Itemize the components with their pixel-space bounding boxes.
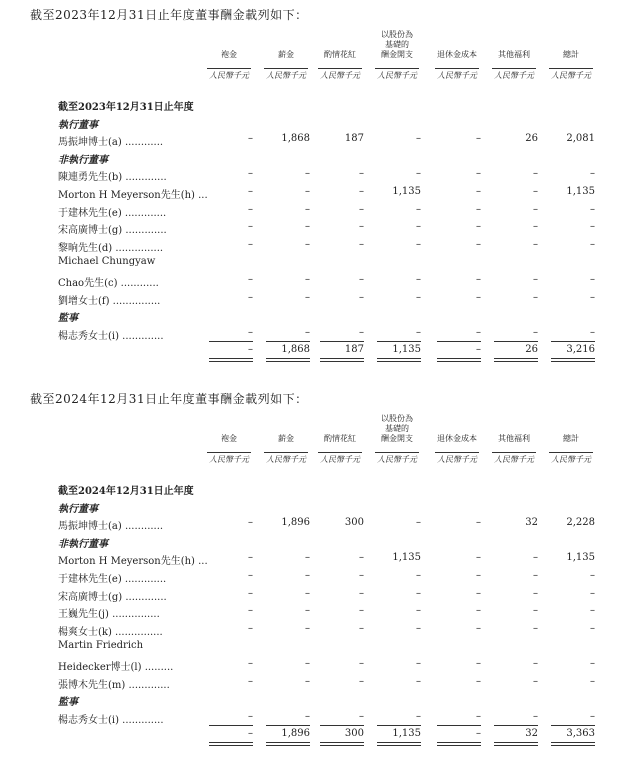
value-cell: –	[476, 517, 481, 529]
value-cell: –	[533, 291, 538, 303]
value-cell: –	[476, 221, 481, 233]
value-cell: –	[590, 221, 595, 233]
value-cell: –	[416, 291, 421, 303]
table-row	[0, 603, 640, 620]
table-row	[0, 166, 640, 183]
director-name: 劉增女士(f) ...............	[58, 295, 161, 307]
value-cell: 1,135	[566, 552, 595, 564]
value-cell: –	[590, 675, 595, 687]
director-name: Heidecker博士(l) .........	[58, 662, 174, 673]
value-cell: 32	[525, 728, 538, 740]
category-heading: 執行董事	[58, 119, 98, 131]
value-cell: –	[416, 238, 421, 250]
column-underline	[318, 68, 362, 69]
value-cell: –	[248, 605, 253, 617]
total-rule-double	[320, 358, 364, 359]
column-underline	[264, 68, 308, 69]
value-cell: –	[359, 274, 364, 285]
category-heading: 非執行董事	[58, 154, 108, 166]
table-row	[0, 290, 640, 307]
value-cell: –	[359, 658, 364, 669]
column-underline	[549, 452, 593, 453]
column-header: 袍金	[221, 434, 237, 443]
value-cell: 3,216	[566, 344, 595, 356]
total-rule-double	[494, 742, 538, 743]
value-cell: 187	[344, 344, 364, 356]
director-name: 于建林先生(e) .............	[58, 207, 167, 219]
table-row	[0, 219, 640, 236]
value-cell: –	[476, 622, 481, 634]
director-name: 楊志秀女士(i) .............	[58, 330, 164, 342]
value-cell: –	[590, 203, 595, 215]
column-unit: 人民幣千元	[494, 455, 534, 464]
value-cell: 2,081	[566, 133, 595, 145]
total-rule-double	[551, 742, 595, 743]
column-unit: 人民幣千元	[209, 71, 249, 80]
value-cell: –	[476, 274, 481, 285]
director-name: Chao先生(c) ............	[58, 278, 159, 289]
value-cell: –	[416, 658, 421, 669]
table-row	[0, 237, 640, 254]
value-cell: 32	[525, 517, 538, 529]
total-rule-double	[377, 358, 421, 359]
column-header: 酌情花紅	[324, 434, 356, 443]
value-cell: –	[533, 710, 538, 722]
table-intro: 截至2023年12月31日止年度董事酬金載列如下：	[30, 8, 308, 22]
value-cell: –	[248, 238, 253, 250]
value-cell: –	[305, 238, 310, 250]
value-cell: –	[533, 168, 538, 180]
value-cell: –	[416, 274, 421, 285]
value-cell: –	[305, 570, 310, 581]
value-cell: –	[533, 186, 538, 197]
value-cell: –	[359, 168, 364, 180]
value-cell: –	[533, 203, 538, 215]
value-cell: –	[248, 168, 253, 180]
value-cell: –	[476, 133, 481, 145]
total-row	[0, 726, 640, 743]
column-unit: 人民幣千元	[320, 455, 360, 464]
column-unit: 人民幣千元	[377, 455, 417, 464]
value-cell: –	[533, 552, 538, 564]
value-cell: –	[305, 168, 310, 180]
total-rule-double	[551, 745, 595, 746]
table-row	[0, 691, 640, 708]
table-row	[0, 254, 640, 271]
column-underline	[264, 452, 308, 453]
value-cell: –	[476, 238, 481, 250]
table-row	[0, 202, 640, 219]
table-row	[0, 114, 640, 131]
column-unit: 人民幣千元	[377, 71, 417, 80]
category-heading: 監事	[58, 697, 78, 709]
total-rule-double	[266, 745, 310, 746]
total-rule-double	[266, 358, 310, 359]
value-cell: –	[248, 291, 253, 303]
value-cell: –	[305, 622, 310, 634]
table-row	[0, 568, 640, 585]
value-cell: 1,868	[281, 133, 310, 145]
table-row	[0, 674, 640, 691]
director-name: Martin Friedrich	[58, 640, 144, 652]
column-unit: 人民幣千元	[320, 71, 360, 80]
value-cell: –	[476, 326, 481, 338]
table-row	[0, 325, 640, 342]
total-rule-double	[551, 358, 595, 359]
value-cell: –	[305, 587, 310, 599]
value-cell: 1,135	[392, 728, 421, 740]
value-cell: –	[590, 291, 595, 303]
category-heading: 監事	[58, 313, 78, 325]
table-row	[0, 586, 640, 603]
value-cell: 300	[344, 517, 364, 529]
value-cell: –	[476, 728, 481, 740]
column-unit: 人民幣千元	[494, 71, 534, 80]
value-cell: 26	[525, 344, 538, 356]
column-header: 以股份為 基礎的 酬金開支	[381, 30, 413, 59]
value-cell: –	[476, 605, 481, 617]
value-cell: –	[476, 186, 481, 197]
director-name: 楊爽女士(k) ...............	[58, 626, 163, 638]
column-header: 其他福利	[498, 50, 530, 59]
value-cell: –	[533, 238, 538, 250]
value-cell: 1,868	[281, 344, 310, 356]
value-cell: 1,135	[392, 552, 421, 564]
table-row	[0, 550, 640, 567]
value-cell: –	[590, 274, 595, 285]
table-row	[0, 307, 640, 324]
value-cell: –	[416, 587, 421, 599]
column-header: 總計	[563, 50, 579, 59]
value-cell: –	[248, 622, 253, 634]
value-cell: –	[359, 605, 364, 617]
value-cell: 3,363	[566, 728, 595, 740]
value-cell: –	[359, 552, 364, 564]
value-cell: –	[590, 326, 595, 338]
value-cell: –	[416, 675, 421, 687]
column-unit: 人民幣千元	[266, 455, 306, 464]
column-underline	[207, 452, 251, 453]
value-cell: –	[533, 587, 538, 599]
table-intro: 截至2024年12月31日止年度董事酬金載列如下：	[30, 392, 308, 406]
value-cell: –	[359, 570, 364, 581]
value-cell: –	[590, 658, 595, 669]
column-underline	[435, 452, 479, 453]
value-cell: 1,135	[392, 344, 421, 356]
value-cell: –	[476, 587, 481, 599]
value-cell: –	[248, 326, 253, 338]
value-cell: –	[359, 186, 364, 197]
value-cell: –	[359, 291, 364, 303]
value-cell: –	[533, 274, 538, 285]
value-cell: –	[476, 203, 481, 215]
column-header: 袍金	[221, 50, 237, 59]
value-cell: –	[248, 570, 253, 581]
column-header: 退休金成本	[437, 434, 477, 443]
total-rule-double	[320, 742, 364, 743]
total-rule-double	[437, 361, 481, 362]
total-rule-double	[209, 361, 253, 362]
column-header: 總計	[563, 434, 579, 443]
column-underline	[318, 452, 362, 453]
value-cell: –	[359, 221, 364, 233]
value-cell: –	[416, 517, 421, 529]
section-heading: 截至2023年12月31日止年度	[58, 102, 194, 113]
total-row	[0, 342, 640, 359]
value-cell: –	[248, 221, 253, 233]
value-cell: 26	[525, 133, 538, 145]
column-header: 其他福利	[498, 434, 530, 443]
column-header: 退休金成本	[437, 50, 477, 59]
column-header: 酌情花紅	[324, 50, 356, 59]
total-rule-double	[320, 745, 364, 746]
table-row	[0, 709, 640, 726]
director-name: 馬振坤博士(a) ............	[58, 521, 164, 533]
value-cell: 2,228	[566, 517, 595, 529]
director-name: 黎晌先生(d) ...............	[58, 242, 164, 254]
value-cell: –	[476, 710, 481, 722]
total-rule-double	[437, 358, 481, 359]
value-cell: –	[248, 203, 253, 215]
value-cell: –	[416, 622, 421, 634]
value-cell: –	[416, 710, 421, 722]
value-cell: –	[476, 552, 481, 564]
section-heading: 截至2024年12月31日止年度	[58, 486, 194, 497]
value-cell: –	[248, 587, 253, 599]
value-cell: –	[416, 203, 421, 215]
value-cell: 1,135	[392, 186, 421, 197]
value-cell: –	[359, 203, 364, 215]
value-cell: –	[305, 552, 310, 564]
value-cell: –	[305, 605, 310, 617]
table-row	[0, 272, 640, 289]
column-header: 薪金	[278, 434, 294, 443]
value-cell: –	[533, 675, 538, 687]
value-cell: –	[248, 517, 253, 529]
value-cell: –	[248, 728, 253, 740]
column-underline	[375, 452, 419, 453]
value-cell: –	[305, 274, 310, 285]
value-cell: –	[305, 203, 310, 215]
director-name: Michael Chungyaw	[58, 256, 156, 268]
column-underline	[207, 68, 251, 69]
value-cell: –	[533, 326, 538, 338]
table-row	[0, 533, 640, 550]
value-cell: –	[476, 344, 481, 356]
value-cell: –	[476, 675, 481, 687]
column-underline	[492, 452, 536, 453]
value-cell: –	[590, 238, 595, 250]
value-cell: –	[416, 326, 421, 338]
value-cell: –	[248, 658, 253, 669]
column-underline	[549, 68, 593, 69]
value-cell: –	[248, 274, 253, 285]
value-cell: –	[305, 658, 310, 669]
director-name: 楊志秀女士(i) .............	[58, 714, 164, 726]
value-cell: –	[590, 622, 595, 634]
total-rule-double	[494, 361, 538, 362]
column-underline	[435, 68, 479, 69]
column-unit: 人民幣千元	[551, 71, 591, 80]
column-unit: 人民幣千元	[266, 71, 306, 80]
value-cell: –	[305, 326, 310, 338]
value-cell: –	[533, 658, 538, 669]
value-cell: –	[359, 675, 364, 687]
total-rule-double	[551, 361, 595, 362]
column-underline	[492, 68, 536, 69]
table-row	[0, 498, 640, 515]
table-row	[0, 96, 640, 113]
column-unit: 人民幣千元	[209, 455, 249, 464]
value-cell: –	[476, 291, 481, 303]
value-cell: –	[305, 291, 310, 303]
value-cell: –	[359, 710, 364, 722]
value-cell: –	[476, 658, 481, 669]
table-row	[0, 131, 640, 148]
value-cell: –	[590, 587, 595, 599]
value-cell: –	[248, 675, 253, 687]
value-cell: 1,135	[566, 186, 595, 197]
column-header: 以股份為 基礎的 酬金開支	[381, 414, 413, 443]
value-cell: –	[305, 221, 310, 233]
value-cell: –	[533, 605, 538, 617]
value-cell: –	[533, 622, 538, 634]
column-unit: 人民幣千元	[437, 455, 477, 464]
value-cell: 300	[344, 728, 364, 740]
director-name: 張博木先生(m) .............	[58, 679, 170, 691]
column-underline	[375, 68, 419, 69]
total-rule-double	[437, 742, 481, 743]
total-rule-double	[266, 361, 310, 362]
value-cell: –	[248, 133, 253, 145]
value-cell: –	[416, 133, 421, 145]
value-cell: –	[590, 605, 595, 617]
value-cell: –	[248, 552, 253, 564]
total-rule-double	[377, 742, 421, 743]
total-rule-double	[437, 745, 481, 746]
table-row	[0, 621, 640, 638]
value-cell: –	[476, 570, 481, 581]
director-name: 宋高廣博士(g) .............	[58, 225, 167, 237]
value-cell: –	[305, 710, 310, 722]
value-cell: –	[248, 710, 253, 722]
value-cell: –	[359, 587, 364, 599]
director-name: 王巍先生(j) ...............	[58, 609, 160, 621]
category-heading: 非執行董事	[58, 538, 108, 550]
director-name: 宋高廣博士(g) .............	[58, 591, 167, 603]
table-row	[0, 184, 640, 201]
value-cell: –	[533, 570, 538, 581]
value-cell: –	[416, 605, 421, 617]
total-rule-double	[377, 745, 421, 746]
value-cell: –	[590, 168, 595, 180]
value-cell: –	[590, 570, 595, 581]
total-rule-double	[266, 742, 310, 743]
value-cell: –	[305, 186, 310, 197]
total-rule-double	[209, 742, 253, 743]
value-cell: –	[248, 344, 253, 356]
value-cell: –	[359, 238, 364, 250]
value-cell: –	[248, 186, 253, 197]
table-row	[0, 638, 640, 655]
value-cell: 187	[344, 133, 364, 145]
total-rule-double	[494, 358, 538, 359]
value-cell: 1,896	[281, 517, 310, 529]
total-rule-double	[209, 745, 253, 746]
director-name: 陳連勇先生(b) .............	[58, 172, 167, 184]
value-cell: –	[590, 710, 595, 722]
table-row	[0, 149, 640, 166]
total-rule-double	[320, 361, 364, 362]
column-unit: 人民幣千元	[551, 455, 591, 464]
value-cell: –	[416, 221, 421, 233]
value-cell: –	[359, 622, 364, 634]
director-name: 馬振坤博士(a) ............	[58, 137, 164, 149]
value-cell: –	[416, 168, 421, 180]
table-row	[0, 656, 640, 673]
director-name: 于建林先生(e) .............	[58, 574, 167, 585]
table-row	[0, 480, 640, 497]
value-cell: 1,896	[281, 728, 310, 740]
value-cell: –	[476, 168, 481, 180]
table-row	[0, 515, 640, 532]
column-header: 薪金	[278, 50, 294, 59]
total-rule-double	[377, 361, 421, 362]
value-cell: –	[533, 221, 538, 233]
value-cell: –	[305, 675, 310, 687]
value-cell: –	[416, 570, 421, 581]
column-unit: 人民幣千元	[437, 71, 477, 80]
director-name: Morton H Meyerson先生(h) ...	[58, 556, 208, 568]
total-rule-double	[209, 358, 253, 359]
total-rule-double	[494, 745, 538, 746]
value-cell: –	[359, 326, 364, 338]
director-name: Morton H Meyerson先生(h) ...	[58, 190, 208, 201]
category-heading: 執行董事	[58, 503, 98, 515]
